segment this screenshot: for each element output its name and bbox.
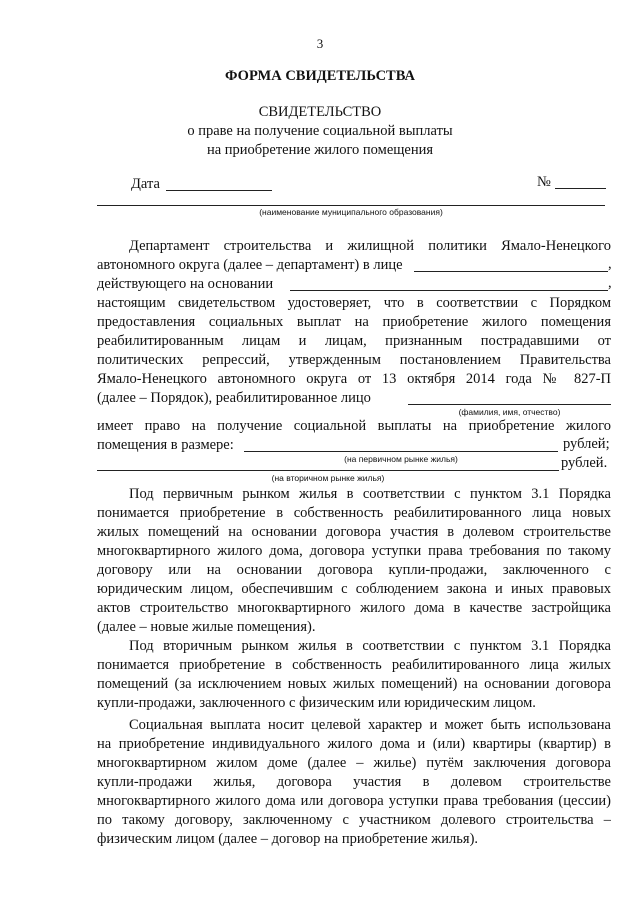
- paragraph-line: по такому договору, заключенному с участником долевого строительства –: [97, 812, 611, 828]
- date-field-line: [166, 190, 272, 191]
- doc-subtitle-line: о праве на получение социальной выплаты: [187, 123, 453, 139]
- page-number: 3: [316, 36, 324, 51]
- paragraph-line: многоквартирном жилом доме (далее – жилье) путём заключения договора: [97, 755, 611, 771]
- paragraph-line: понимается приобретение в собственность реабилитированного лица жилых: [97, 657, 611, 673]
- paragraph-line: физическим лицом (далее – договор на приобретение жилья).: [97, 831, 479, 847]
- paragraph-line: купли-продажи, заключенного с физическим или юридическим лицом.: [97, 695, 536, 711]
- document-page: 3 ФОРМА СВИДЕТЕЛЬСТВА СВИДЕТЕЛЬСТВО о праве на получение социальной выплаты на приобретение жилого помещения Дата № (наименование муниципального образования) Департамент строительства и жилищной политики Ямало-Ненецкого автономного округа (далее – департамент) в лице , действующего на основании , настоящим свидетельством удостоверяет, что в соответствии с Порядком предоставления социальных выплат на приобретение жилого помещения реабилитированным лицам и лицам, признанным пострадавшими от политических репрессий, утвержденным постановлением Правительства Ямало-Ненецкого автономного округа от 13 октября 2014 года № 827-П (далее – Порядок), реабилитированное лицо (фамилия, имя, отчество) имеет право на получение социальной выплаты на приобретение жилого помещения в размере: рублей; (на первичном рынке жилья) рублей. (на вторичном рынке жилья) Под первичным рынком жилья в соответствии с пунктом 3.1 Порядка понимается приобретение в собственность реабилитированного лица новых жилых помещений на основании договора участия в долевом строительстве многоквартирного жилого дома, договора уступки права требования по такому договору или на основании договора купли-продажи, заключенного с юридическим лицом, обеспечившим с соблюдением закона и иных правовых актов строительство многоквартирного жилого дома в качестве застройщика (далее – новые жилые помещения). Под вторичным рынком жилья в соответствии с пунктом 3.1 Порядка понимается приобретение в собственность реабилитированного лица жилых помещений (за исключением новых жилых помещений) на основании договора купли-продажи, заключенного с физическим или юридическим лицом. Социальная выплата носит целевой характер и может быть использована на приобретение индивидуального жилого дома и (или) квартиры (квартир) в многоквартирном жилом доме (далее – жилье) путём заключения договора купли-продажи жилья, договора участия в долевом строительстве многоквартирного жилого дома или договора уступки права требования (цессии) по такому договору, заключенному с участником долевого строительства – физическим лицом (далее – договор на приобретение жилья).: [0, 0, 640, 905]
- municipality-field-line: [97, 205, 605, 206]
- paragraph-line: Социальная выплата носит целевой характер и может быть использована: [129, 717, 611, 733]
- primary-caption: (на первичном рынке жилья): [344, 454, 458, 464]
- paragraph-line: юридическим лицом, обеспечившим с соблюдением закона и иных правовых: [97, 581, 611, 597]
- paragraph-line: многоквартирного жилого дома или договора уступки права требования (цессии): [97, 793, 611, 809]
- paragraph-line: Под первичным рынком жилья в соответствии с пунктом 3.1 Порядка: [129, 486, 611, 502]
- paragraph-line: Ямало-Ненецкого автономного округа от 13 октября 2014 года № 827-П: [97, 371, 611, 387]
- secondary-caption: (на вторичном рынке жилья): [271, 473, 385, 483]
- fio-field-line: [408, 404, 611, 405]
- paragraph-line: купли-продажи жилья, договора участия в долевом строительстве: [97, 774, 611, 790]
- paragraph-line: (далее – новые жилые помещения).: [97, 619, 316, 635]
- paragraph-line: автономного округа (далее – департамент) в лице: [97, 257, 403, 273]
- fio-caption: (фамилия, имя, отчество): [458, 407, 561, 417]
- paragraph-line: действующего на основании: [97, 276, 274, 292]
- doc-subtitle-line: на приобретение жилого помещения: [206, 142, 434, 158]
- paragraph-line: предоставления социальных выплат на приобретение жилого помещения: [97, 314, 611, 330]
- primary-amount-line: [244, 451, 558, 452]
- paragraph-line: (далее – Порядок), реабилитированное лицо: [97, 390, 371, 406]
- paragraph-line: Департамент строительства и жилищной политики Ямало-Ненецкого: [129, 238, 611, 254]
- paragraph-line: настоящим свидетельством удостоверяет, что в соответствии с Порядком: [97, 295, 611, 311]
- form-title: ФОРМА СВИДЕТЕЛЬСТВА: [225, 68, 415, 84]
- paragraph-line: Под вторичным рынком жилья в соответствии с пунктом 3.1 Порядка: [129, 638, 611, 654]
- paragraph-line: жилых помещений на основании договора участия в долевом строительстве: [97, 524, 611, 540]
- rub-label: рублей;: [563, 436, 610, 452]
- paragraph-line: понимается приобретение в собственность реабилитированного лица новых: [97, 505, 611, 521]
- paragraph-line: на приобретение индивидуального жилого дома и (или) квартиры (квартир) в: [97, 736, 611, 752]
- representative-field-line: [414, 271, 608, 272]
- basis-field-line: [290, 290, 608, 291]
- paragraph-line: имеет право на получение социальной выплаты на приобретение жилого: [97, 418, 611, 434]
- secondary-amount-line: [97, 470, 559, 471]
- doc-title: СВИДЕТЕЛЬСТВО: [258, 104, 382, 120]
- number-field-line: [555, 188, 606, 189]
- municipality-caption: (наименование муниципального образования): [259, 207, 443, 217]
- number-label: №: [537, 174, 551, 190]
- paragraph-line: политических репрессий, утвержденным постановлением Правительства: [97, 352, 611, 368]
- paragraph-line: договору или на основании договора купли-продажи, заключенного с: [97, 562, 611, 578]
- date-label: Дата: [131, 176, 160, 192]
- paragraph-line: реабилитированным лицам и лицам, признанным пострадавшими от: [97, 333, 611, 349]
- rub-label: рублей.: [561, 455, 608, 471]
- paragraph-line: многоквартирного жилого дома, договора уступки права требования по такому: [97, 543, 611, 559]
- paragraph-line: актов строительство многоквартирного жилого дома в качестве застройщика: [97, 600, 611, 616]
- paragraph-line: помещения в размере:: [97, 437, 234, 453]
- paragraph-line: помещений (за исключением новых жилых помещений) на основании договора: [97, 676, 611, 692]
